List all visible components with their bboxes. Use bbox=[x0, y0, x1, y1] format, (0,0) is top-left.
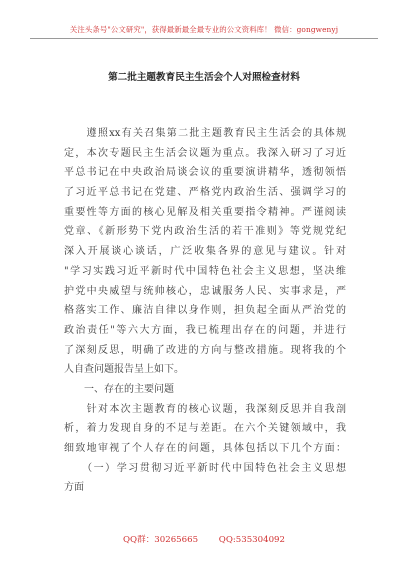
document-body bbox=[64, 124, 346, 498]
header-divider bbox=[30, 38, 378, 39]
body-line: 政治责任"等六大方面，我已梳理出存在的问题，并进行 bbox=[64, 324, 346, 336]
footer-qq-number: QQ:535304092 bbox=[218, 535, 285, 545]
body-line: 针对本次主题教育的核心议题，我深刻反思并自我剖 bbox=[64, 403, 346, 415]
subsection-heading-cont: 方面 bbox=[64, 482, 84, 494]
body-line: "学习实践习近平新时代中国特色社会主义思想，坚决维 bbox=[64, 265, 346, 277]
document-title: 第二批主题教育民主生活会个人对照检查材料 bbox=[108, 72, 300, 83]
body-line: 重要性等方面的核心见解及相关重要指令精神。严谨阅读 bbox=[64, 206, 346, 218]
body-line: 了深刻反思，明确了改进的方向与整改措施。现将我的个 bbox=[64, 344, 346, 356]
body-line: 析，着力发现自身的不足与差距。在六个关键领域中，我 bbox=[64, 423, 346, 435]
header-promo-note: 关注头条号"公文研究"，获得最新最全最专业的公文资料库！ 微信：gongwenyj bbox=[69, 25, 339, 34]
body-line: 格落实工作、廉洁自律以身作则，担负起全面从严治党的 bbox=[64, 305, 346, 317]
body-line: 护党中央威望与统帅核心，忠诚服务人民、实事求是，严 bbox=[64, 285, 346, 297]
body-line: 定，本次专题民主生活会议题为重点。我深入研习了习近 bbox=[64, 147, 346, 159]
footer-contact bbox=[0, 533, 408, 545]
footer-qq-group: QQ群：30265665 bbox=[123, 535, 199, 545]
body-line: 人自查问题报告呈上如下。 bbox=[64, 364, 184, 376]
body-line: 遵照xx有关召集第二批主题教育民主生活会的具体规 bbox=[64, 128, 346, 139]
body-line: 深入开展谈心谈话，广泛收集各界的意见与建议。针对 bbox=[64, 246, 346, 258]
body-line: 党章、《新形势下党内政治生活的若干准则》等党规党纪 bbox=[64, 226, 346, 238]
body-line: 细致地审视了个人存在的问题，具体包括以下几个方面： bbox=[64, 443, 346, 454]
subsection-heading: （一）学习贯彻习近平新时代中国特色社会主义思想 bbox=[64, 462, 346, 474]
body-line: 了习近平总书记在党建、严格党内政治生活、强调学习的 bbox=[64, 187, 346, 199]
section-heading: 一、存在的主要问题 bbox=[64, 383, 174, 395]
body-line: 平总书记在中央政治局谈会议的重要演讲精华，透彻领悟 bbox=[64, 167, 346, 179]
